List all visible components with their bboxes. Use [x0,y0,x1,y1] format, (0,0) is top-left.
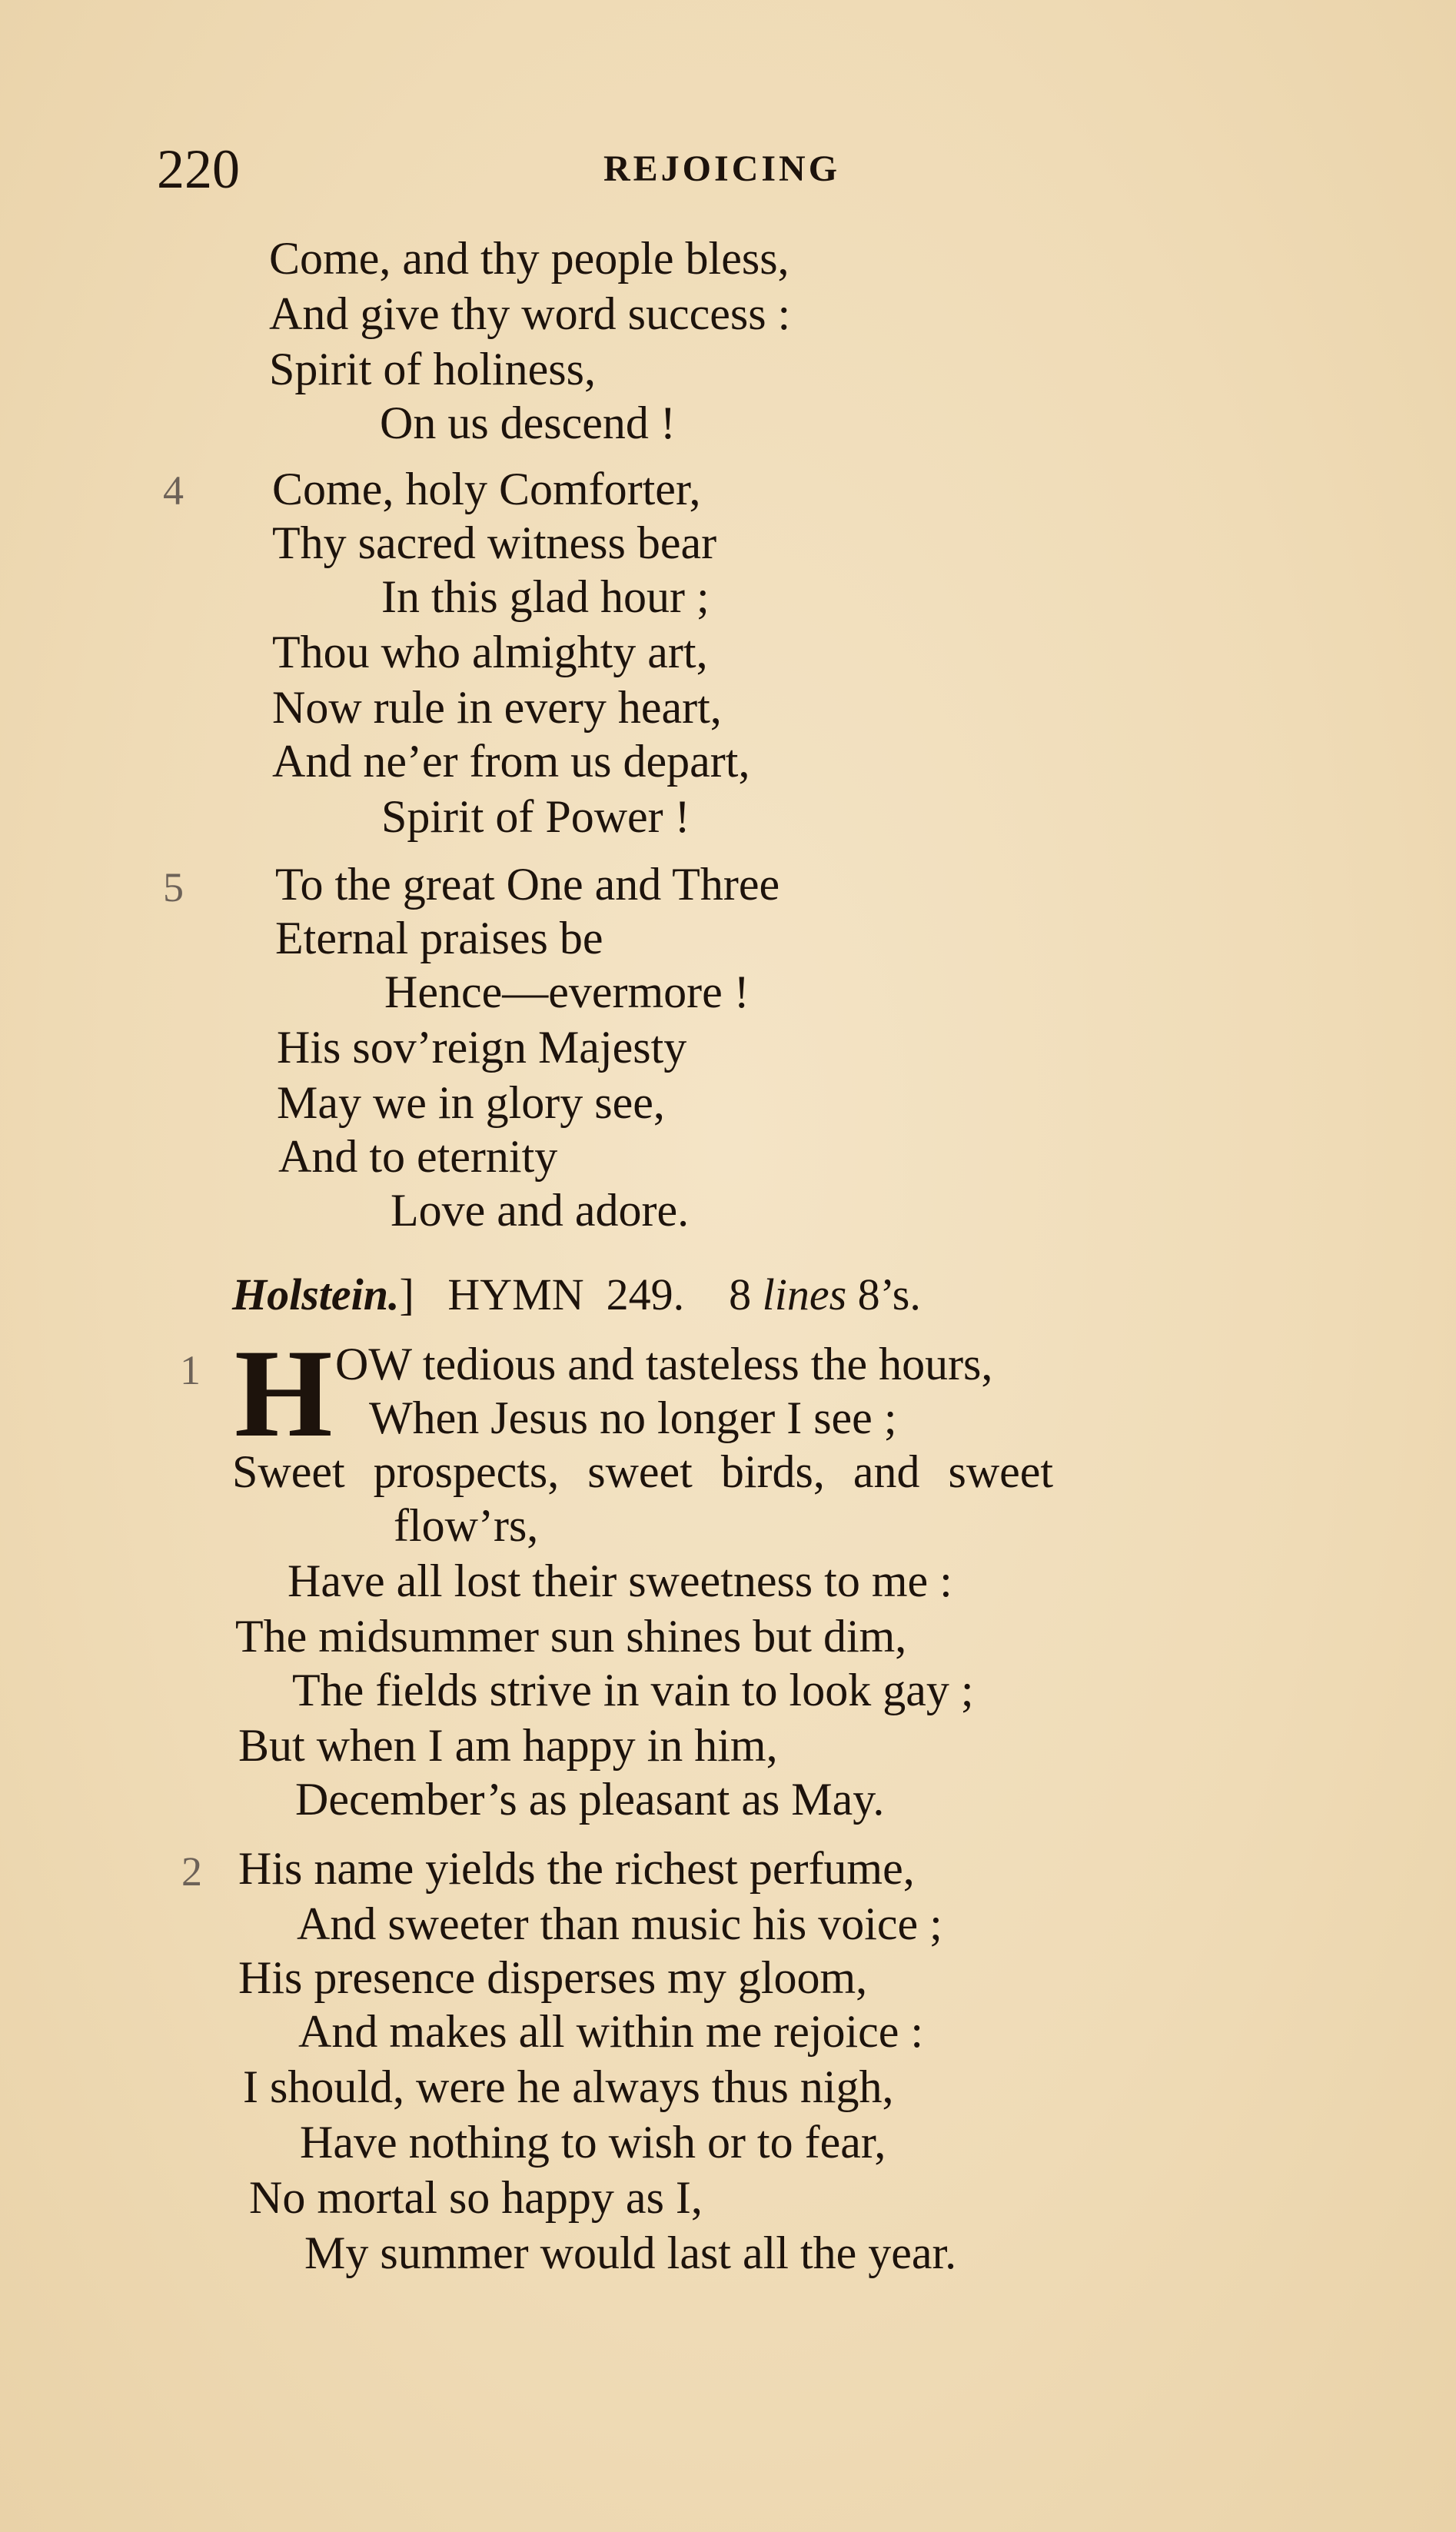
verse-line: The fields strive in vain to look gay ; [292,1665,974,1715]
verse-line: To the great One and Three [275,859,780,910]
running-title: REJOICING [603,148,841,189]
drop-cap: H [234,1324,333,1463]
meter-count: 8 [729,1269,752,1319]
verse-line: And to eternity [278,1131,558,1182]
verse-line: Have nothing to wish or to fear, [300,2117,886,2168]
verse-line: And makes all within me rejoice : [298,2006,924,2057]
verse-line: His presence disperses my gloom, [238,1952,868,2003]
verse-line: In this glad hour ; [381,571,710,622]
verse-line: Come, holy Comforter, [272,464,701,514]
verse-line: Spirit of Power ! [381,791,690,842]
verse-line: But when I am happy in him, [238,1720,778,1771]
verse-line: Love and adore. [391,1185,690,1236]
verse-line: Come, and thy people bless, [269,233,789,284]
verse-line: I should, were he always thus nigh, [243,2061,894,2112]
verse-line: Spirit of holiness, [269,344,597,394]
verse-line: No mortal so happy as I, [249,2172,703,2223]
verse-line: flow’rs, [394,1500,539,1551]
hymn-number: 249. [606,1269,685,1319]
verse-line: And sweeter than music his voice ; [297,1898,942,1949]
verse-line: Eternal praises be [275,913,603,963]
heading-bracket: ] [399,1269,414,1319]
verse-line: Now rule in every heart, [272,682,722,733]
verse-line: May we in glory see, [277,1077,665,1128]
hymn-label: HYMN [447,1269,584,1319]
verse-line: And ne’er from us depart, [272,736,750,787]
stanza-number: 4 [163,467,184,514]
verse-line: Sweet prospects, sweet birds, and sweet [232,1446,1054,1497]
verse-line: The midsummer sun shines but dim, [235,1611,907,1662]
stanza-number: 5 [163,864,184,910]
verse-line: Hence—evermore ! [384,967,750,1017]
verse-line: When Jesus no longer I see ; [369,1392,897,1443]
hymn-heading [232,1267,921,1323]
page-number: 220 [157,138,240,200]
verse-line: December’s as pleasant as May. [295,1774,885,1825]
verse-line: Thou who almighty art, [272,627,708,677]
meter-unit: 8’s. [857,1269,921,1319]
verse-line: Have all lost their sweetness to me : [288,1555,952,1606]
verse-line: On us descend ! [380,398,676,448]
verse-line: And give thy word success : [269,288,791,339]
verse-line: OW tedious and tasteless the hours, [335,1339,993,1389]
verse-line: My summer would last all the year. [304,2228,957,2278]
meter-word: lines [762,1269,847,1319]
stanza-number: 2 [181,1848,202,1895]
verse-line: His name yields the richest perfume, [238,1843,915,1894]
verse-line: Thy sacred witness bear [272,517,717,568]
verse-line: His sov’reign Majesty [277,1022,687,1073]
tune-name: Holstein. [232,1269,400,1319]
stanza-number: 1 [180,1347,201,1393]
